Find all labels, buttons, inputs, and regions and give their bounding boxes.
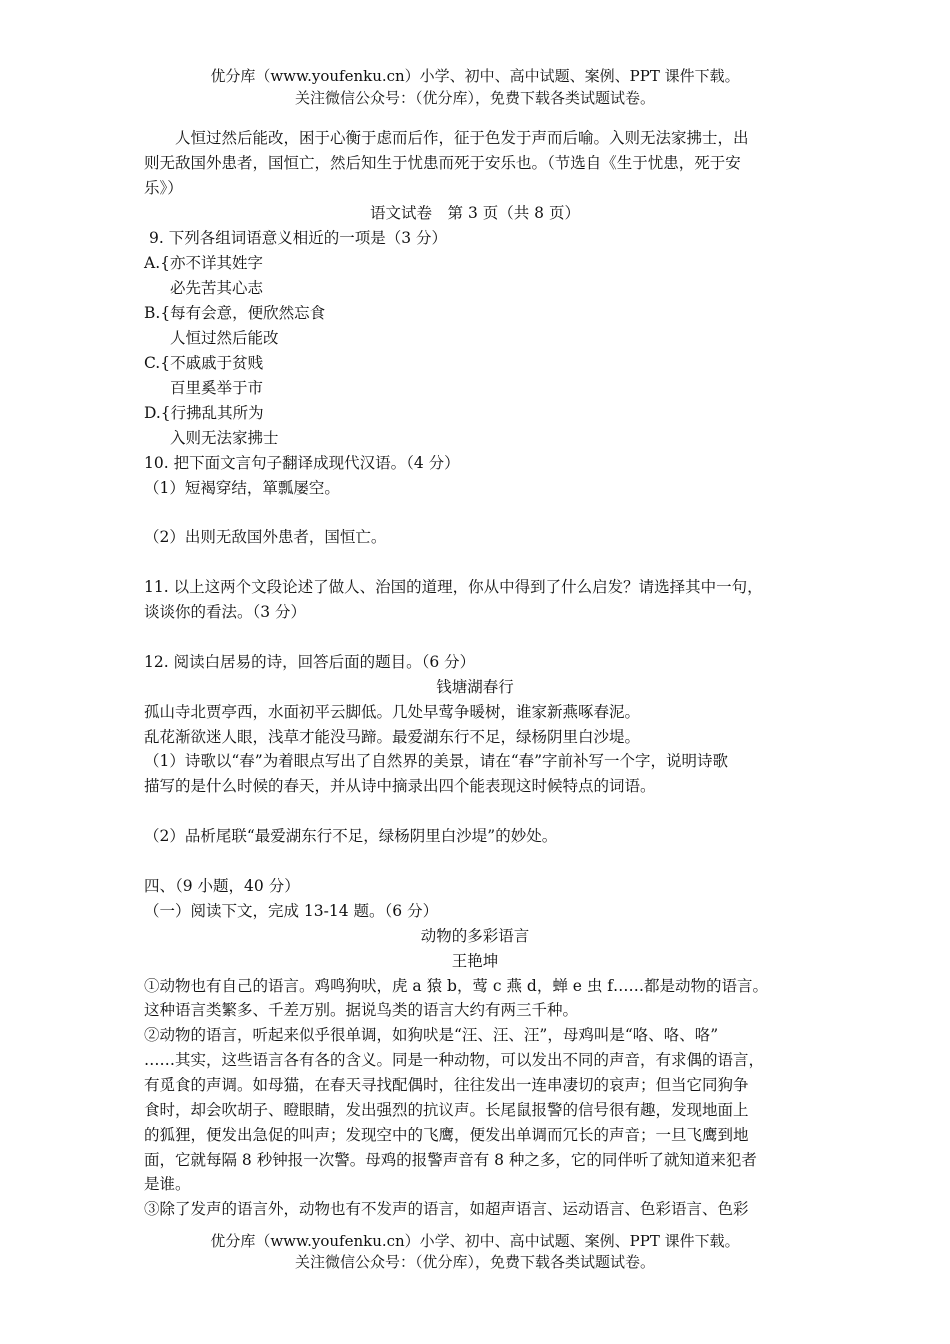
passage-line-3: 乐》） <box>144 179 183 197</box>
article-line: 有觅食的声调。如母猫，在春天寻找配偶时，往往发出一连串凄切的哀声；但当它同狗争 <box>144 1076 749 1094</box>
section4-title: 四、（9 小题，40 分） <box>144 877 300 895</box>
footer-line-1: 优分库（www.youfenku.cn）小学、初中、高中试题、案例、PPT 课件下载。 <box>210 1232 740 1250</box>
article-line: ①动物也有自己的语言。鸡鸣狗吠，虎 a 猿 b，莺 c 燕 d，蝉 e 虫 f……都是动物的语言。 <box>144 977 769 995</box>
poem-line-2: 乱花渐欲迷人眼，浅草才能没马蹄。最爱湖东行不足，绿杨阴里白沙堤。 <box>144 728 641 746</box>
q12-part1-line-1: （1）诗歌以“春”为着眼点写出了自然界的美景，请在“春”字前补写一个字，说明诗歌 <box>144 752 729 770</box>
poem-line-1: 孤山寺北贾亭西，水面初平云脚低。几处早莺争暖树，谁家新燕啄春泥。 <box>144 703 641 721</box>
q11-line-2: 谈谈你的看法。（3 分） <box>144 603 307 621</box>
q9-option-b: B.{每有会意，便欣然忘食 <box>144 304 326 322</box>
passage-line-1: 人恒过然后能改，困于心衡于虑而后作，征于色发于声而后喻。入则无法家拂士，出 <box>175 129 749 147</box>
header-line-2: 关注微信公众号：（优分库），免费下载各类试题试卷。 <box>294 89 655 107</box>
q10-stem: 10. 把下面文言句子翻译成现代汉语。（4 分） <box>144 454 460 472</box>
q10-sentence-2: （2）出则无敌国外患者，国恒亡。 <box>144 528 387 546</box>
article-line: 食时，却会吹胡子、瞪眼睛，发出强烈的抗议声。长尾鼠报警的信号很有趣，发现地面上 <box>144 1101 749 1119</box>
q12-stem: 12. 阅读白居易的诗，回答后面的题目。（6 分） <box>144 653 476 671</box>
q11-line-1: 11. 以上这两个文段论述了做人、治国的道理，你从中得到了什么启发？请选择其中一句， <box>144 578 763 596</box>
q9-option-d: D.{行拂乱其所为 <box>144 404 264 422</box>
q9-option-a-b: 必先苦其心志 <box>170 279 264 297</box>
q10-sentence-1: （1）短褐穿结，箪瓢屡空。 <box>144 479 340 497</box>
article-line: ②动物的语言，听起来似乎很单调，如狗吠是“汪、汪、汪”，母鸡叫是“咯、咯、咯” <box>144 1026 719 1044</box>
page-label: 语文试卷 第 3 页（共 8 页） <box>370 204 580 222</box>
article-author: 王艳坤 <box>451 952 499 970</box>
q9-option-a: A.{亦不详其姓字 <box>144 254 263 272</box>
q9-stem: 9. 下列各组词语意义相近的一项是（3 分） <box>149 229 448 247</box>
article-title: 动物的多彩语言 <box>420 927 530 945</box>
q9-option-b-b: 人恒过然后能改 <box>170 329 279 347</box>
header-line-1: 优分库（www.youfenku.cn）小学、初中、高中试题、案例、PPT 课件下载。 <box>210 67 740 85</box>
article-line: ……其实，这些语言各有各的含义。同是一种动物，可以发出不同的声音，有求偶的语言， <box>144 1051 765 1069</box>
poem-title: 钱塘湖春行 <box>436 678 514 696</box>
q12-part2: （2）品析尾联“最爱湖东行不足，绿杨阴里白沙堤”的妙处。 <box>144 827 558 845</box>
q12-part1-line-2: 描写的是什么时候的春天，并从诗中摘录出四个能表现这时候特点的词语。 <box>144 777 656 795</box>
article-line: 面，它就每隔 8 秒钟报一次警。母鸡的报警声音有 8 种之多，它的同伴听了就知道来犯者 <box>144 1151 757 1169</box>
section4-sub: （一）阅读下文，完成 13-14 题。（6 分） <box>144 902 439 920</box>
article-line: 这种语言类繁多、千差万别。据说鸟类的语言大约有两三千种。 <box>144 1001 579 1019</box>
article-line: ③除了发声的语言外，动物也有不发声的语言，如超声语言、运动语言、色彩语言、色彩 <box>144 1200 749 1218</box>
article-line: 的狐狸，便发出急促的叫声；发现空中的飞鹰，便发出单调而冗长的声音；一旦飞鹰到地 <box>144 1126 749 1144</box>
q9-option-d-b: 入则无法家拂士 <box>170 429 279 447</box>
article-line: 是谁。 <box>144 1175 191 1193</box>
q9-option-c: C.{不戚戚于贫贱 <box>144 354 264 372</box>
footer-line-2: 关注微信公众号：（优分库），免费下载各类试题试卷。 <box>294 1253 655 1271</box>
q9-option-c-b: 百里奚举于市 <box>170 379 264 397</box>
passage-line-2: 则无敌国外患者，国恒亡，然后知生于忧患而死于安乐也。（节选自《生于忧患，死于安 <box>144 154 741 172</box>
